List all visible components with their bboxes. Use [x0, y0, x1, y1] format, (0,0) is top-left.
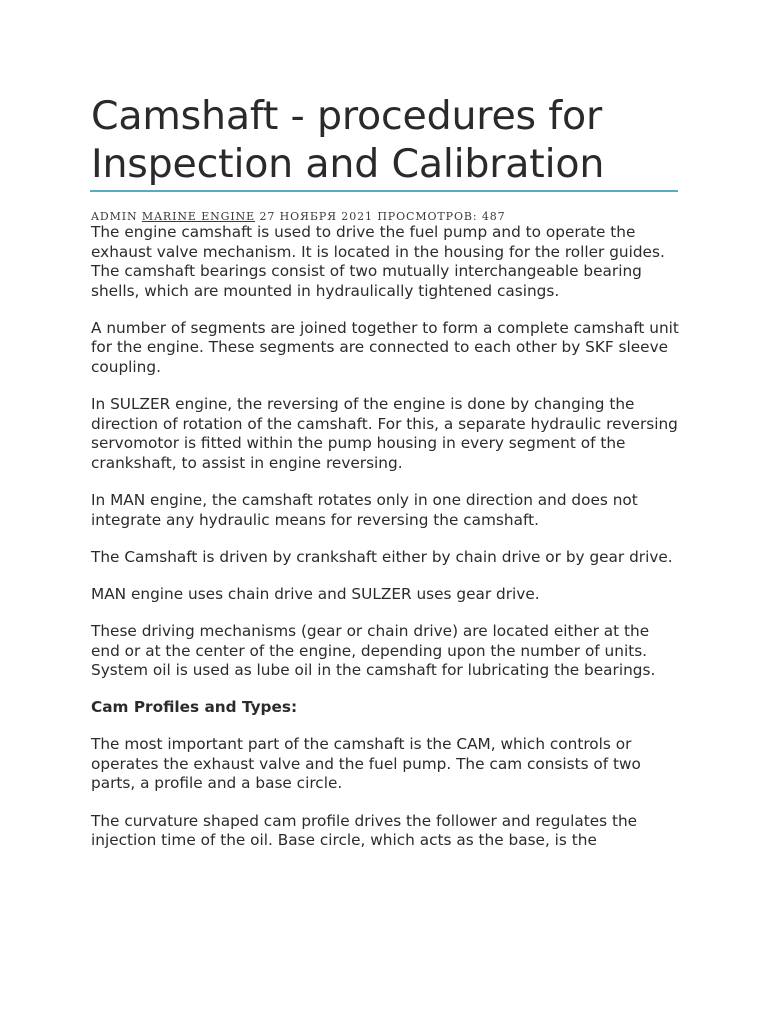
- views-count: 487: [481, 210, 506, 223]
- author-name: ADMIN: [91, 210, 138, 223]
- paragraph: The most important part of the camshaft is the CAM, which controls or operates the exhaust valve and the fuel pump. The cam consists of two parts, a profile and a base circle.: [91, 735, 641, 793]
- paragraph: The engine camshaft is used to drive the fuel pump and to operate the exhaust valve mechanism. It is located in the housing for the roller guides. The camshaft bearings consist of two mutually interchangeable bearing shells, which are mounted in hydraulically tightened casings.: [91, 223, 665, 300]
- paragraph: The curvature shaped cam profile drives the follower and regulates the injection time of the oil. Base circle, which acts as the base, is the: [91, 811, 638, 850]
- article-body: [91, 223, 681, 851]
- paragraph: A number of segments are joined together to form a complete camshaft unit for the engine. These segments are connected to each other by SKF sleeve coupling.: [91, 318, 679, 377]
- page-title: Camshaft - procedures for Inspection and Calibration: [91, 93, 605, 187]
- paragraph: MAN engine uses chain drive and SULZER uses gear drive.: [91, 584, 540, 603]
- article: [91, 92, 681, 868]
- paragraph: In MAN engine, the camshaft rotates only in one direction and does not integrate any hydraulic means for reversing the camshaft.: [91, 491, 638, 529]
- paragraph: These driving mechanisms (gear or chain drive) are located either at the end or at the center of the engine, depending upon the number of units. System oil is used as lube oil in the camshaft for lubricating the bearings.: [91, 621, 656, 680]
- paragraph: In SULZER engine, the reversing of the engine is done by changing the direction of rotation of the camshaft. For this, a separate hydraulic reversing servomotor is fitted within the pump housing in every segment of the crankshaft, to assist in engine reversing.: [91, 395, 678, 472]
- section-heading: Cam Profiles and Types:: [91, 698, 298, 717]
- article-meta: [91, 211, 681, 223]
- publish-date: 27 НОЯБРЯ 2021: [259, 210, 373, 223]
- title-divider: [90, 190, 678, 192]
- views-label: ПРОСМОТРОВ:: [377, 210, 478, 223]
- paragraph: The Camshaft is driven by crankshaft either by chain drive or by gear drive.: [91, 547, 673, 566]
- category-link[interactable]: MARINE ENGINE: [141, 210, 256, 223]
